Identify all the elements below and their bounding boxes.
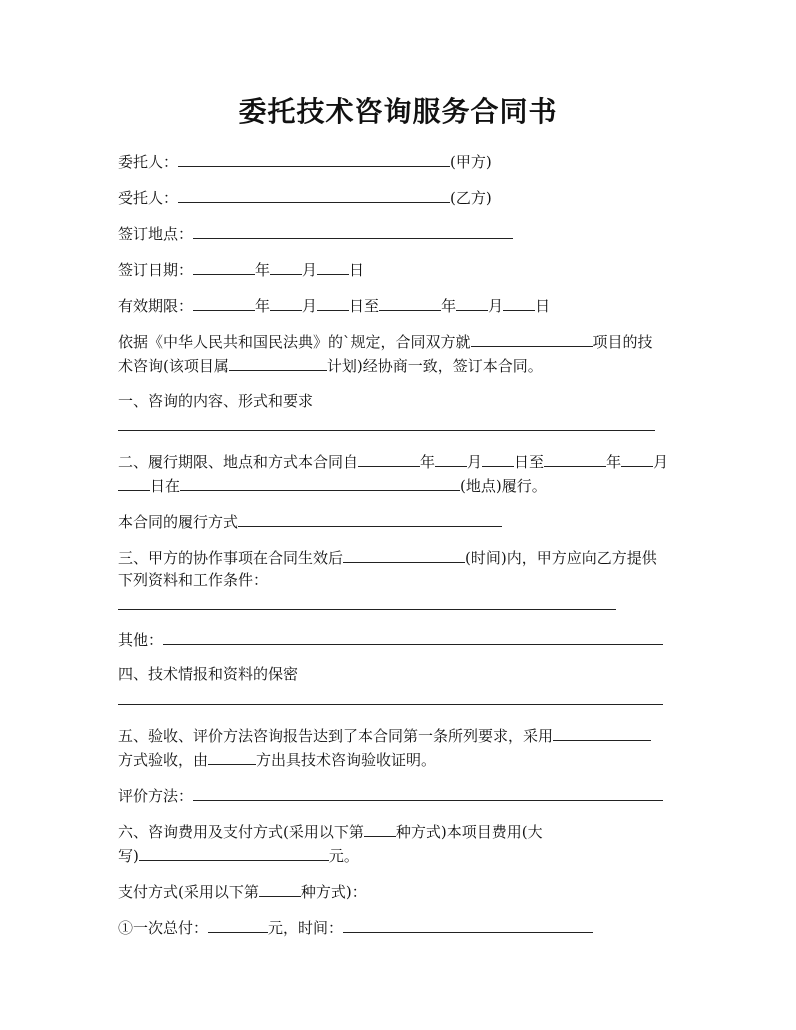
yuan-end-text: 元。 <box>328 847 359 865</box>
lump-sum-amount-blank[interactable] <box>208 916 268 933</box>
contractor-party: (乙方) <box>450 189 492 207</box>
year-text: 年 <box>420 453 436 471</box>
valid-from-year-blank[interactable] <box>193 294 255 311</box>
fee-amount-blank[interactable] <box>139 844 329 861</box>
eval-blank[interactable] <box>193 784 663 801</box>
section-4-blank-line[interactable] <box>118 704 663 705</box>
section-1-heading: 一、咨询的内容、形式和要求 <box>118 392 314 410</box>
validity-label: 有效期限： <box>118 297 194 315</box>
day-to-text: 日至 <box>349 297 380 315</box>
section-2-at: 日在 <box>150 477 181 495</box>
basis-line-2 <box>118 354 543 376</box>
day-text: 日 <box>349 261 365 279</box>
client-line <box>118 150 492 172</box>
section-3-line-1 <box>118 546 657 568</box>
basis-text-d: 计划)经协商一致，签订本合同。 <box>326 357 543 375</box>
section-1-blank-line[interactable] <box>118 430 655 431</box>
sign-month-blank[interactable] <box>270 258 302 275</box>
perform-mode-line <box>118 510 502 532</box>
month-text: 月 <box>653 453 669 471</box>
valid-from-day-blank[interactable] <box>317 294 349 311</box>
section-3-blank-line[interactable] <box>118 609 616 610</box>
plan-blank[interactable] <box>229 354 327 371</box>
day-to-text: 日至 <box>514 453 545 471</box>
page-title: 委托技术咨询服务合同书 <box>238 95 558 128</box>
cooperation-time-blank[interactable] <box>343 546 465 563</box>
sign-year-blank[interactable] <box>193 258 255 275</box>
month-text: 月 <box>488 297 504 315</box>
year-text: 年 <box>255 297 271 315</box>
payment-option-blank[interactable] <box>259 880 301 897</box>
section-3-text-a: 三、甲方的协作事项在合同生效后 <box>118 549 344 567</box>
section-6-text-c: 写) <box>118 847 139 865</box>
payment-line <box>118 880 367 902</box>
client-label: 委托人： <box>118 153 179 171</box>
section-5-text-b: 方式验收，由 <box>118 751 209 769</box>
perform-mode-blank[interactable] <box>238 510 502 527</box>
section-5-line-2 <box>118 748 436 770</box>
section-6-line-2 <box>118 844 359 866</box>
validity-line <box>118 294 550 316</box>
month-text: 月 <box>302 261 318 279</box>
valid-to-year-blank[interactable] <box>379 294 441 311</box>
contractor-line <box>118 186 492 208</box>
section-5-text-c: 方出具技术咨询验收证明。 <box>256 751 437 769</box>
perform-from-day-blank[interactable] <box>482 450 514 467</box>
perform-to-year-blank[interactable] <box>544 450 606 467</box>
perform-mode-label: 本合同的履行方式 <box>118 513 239 531</box>
year-text: 年 <box>255 261 271 279</box>
section-5-text-a: 五、验收、评价方法咨询报告达到了本合同第一条所列要求，采用 <box>118 727 554 745</box>
section-3-text-b: (时间)内，甲方应向乙方提供 <box>465 549 657 567</box>
valid-to-month-blank[interactable] <box>456 294 488 311</box>
eval-label: 评价方法： <box>118 787 194 805</box>
year-text: 年 <box>606 453 622 471</box>
section-2-line-2 <box>118 474 547 496</box>
lump-sum-line <box>118 916 593 938</box>
contractor-blank[interactable] <box>178 186 450 203</box>
sign-day-blank[interactable] <box>317 258 349 275</box>
valid-from-month-blank[interactable] <box>270 294 302 311</box>
contractor-label: 受托人： <box>118 189 179 207</box>
sign-place-label: 签订地点： <box>118 225 194 243</box>
perform-to-month-blank[interactable] <box>621 450 653 467</box>
payment-text-b: 种方式)： <box>300 883 367 901</box>
year-text: 年 <box>441 297 457 315</box>
section-3-line-2: 下列资料和工作条件： <box>118 571 269 589</box>
lump-sum-label: ①一次总付： <box>118 919 209 937</box>
fee-option-blank[interactable] <box>364 820 396 837</box>
section-4-heading: 四、技术情报和资料的保密 <box>118 665 299 683</box>
section-6-text-a: 六、咨询费用及支付方式(采用以下第 <box>118 823 364 841</box>
perform-place-blank[interactable] <box>180 474 460 491</box>
basis-line-1 <box>118 330 653 352</box>
lump-sum-time-label: 元，时间： <box>268 919 344 937</box>
sign-date-label: 签订日期： <box>118 261 194 279</box>
project-name-blank[interactable] <box>471 330 593 347</box>
section-2-place: (地点)履行。 <box>460 477 547 495</box>
valid-to-day-blank[interactable] <box>503 294 535 311</box>
section-2-line-1 <box>118 450 668 472</box>
eval-line <box>118 784 663 806</box>
client-party: (甲方) <box>450 153 492 171</box>
acceptance-method-blank[interactable] <box>553 724 651 741</box>
other-line <box>118 628 663 650</box>
sign-place-blank[interactable] <box>193 222 513 239</box>
certifying-party-blank[interactable] <box>208 748 256 765</box>
other-label: 其他： <box>118 631 164 649</box>
basis-text-a: 依据《中华人民共和国民法典》的`规定，合同双方就 <box>118 333 471 351</box>
section-6-line-1 <box>118 820 543 842</box>
perform-from-month-blank[interactable] <box>435 450 467 467</box>
month-text: 月 <box>302 297 318 315</box>
payment-text-a: 支付方式(采用以下第 <box>118 883 259 901</box>
section-5-line-1 <box>118 724 651 746</box>
other-blank[interactable] <box>163 628 663 645</box>
month-text: 月 <box>467 453 483 471</box>
sign-date-line <box>118 258 364 280</box>
basis-text-b: 项目的技 <box>592 333 653 351</box>
day-text: 日 <box>535 297 551 315</box>
section-2-text-a: 二、履行期限、地点和方式本合同自 <box>118 453 359 471</box>
perform-from-year-blank[interactable] <box>358 450 420 467</box>
sign-place-line <box>118 222 513 244</box>
client-blank[interactable] <box>178 150 450 167</box>
basis-text-c: 术咨询(该项目属 <box>118 357 229 375</box>
lump-sum-time-blank[interactable] <box>343 916 593 933</box>
section-6-text-b: 种方式)本项目费用(大 <box>395 823 543 841</box>
perform-to-day-blank[interactable] <box>118 474 150 491</box>
